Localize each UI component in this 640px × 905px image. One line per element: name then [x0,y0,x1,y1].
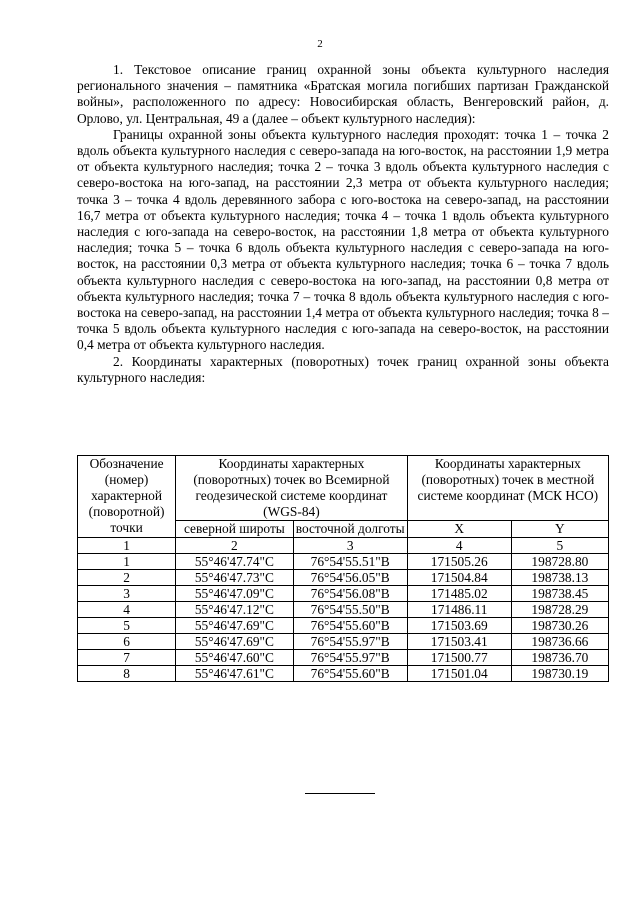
header-north-latitude: северной широты [176,521,294,538]
column-number: 3 [293,538,407,554]
cell-y: 198728.29 [511,602,608,618]
cell-point: 1 [78,554,176,570]
header-y: Y [511,521,608,538]
cell-longitude: 76°54'55.50"В [293,602,407,618]
cell-y: 198736.70 [511,650,608,666]
cell-y: 198730.26 [511,618,608,634]
column-number: 2 [176,538,294,554]
document-body [77,62,609,386]
cell-x: 171500.77 [407,650,511,666]
table-row [78,586,609,602]
cell-longitude: 76°54'55.51"В [293,554,407,570]
cell-y: 198738.45 [511,586,608,602]
table-row [78,570,609,586]
cell-latitude: 55°46'47.69"С [176,634,294,650]
coordinates-table [77,455,609,682]
cell-point: 2 [78,570,176,586]
header-x: X [407,521,511,538]
cell-longitude: 76°54'55.97"В [293,650,407,666]
header-point-designation: Обозначение (номер) характерной (поворотной) точки [78,456,176,538]
table-row [78,666,609,682]
cell-latitude: 55°46'47.12"С [176,602,294,618]
cell-point: 7 [78,650,176,666]
column-number-row [78,538,609,554]
header-wgs-group: Координаты характерных (поворотных) точек во Всемирной геодезической системе координат (WGS-84) [176,456,408,521]
cell-longitude: 76°54'55.60"В [293,618,407,634]
cell-latitude: 55°46'47.74"С [176,554,294,570]
cell-y: 198728.80 [511,554,608,570]
cell-x: 171486.11 [407,602,511,618]
cell-y: 198736.66 [511,634,608,650]
column-number: 4 [407,538,511,554]
table-row [78,618,609,634]
table-row [78,634,609,650]
table-header-row [78,456,609,521]
cell-latitude: 55°46'47.69"С [176,618,294,634]
cell-y: 198730.19 [511,666,608,682]
cell-latitude: 55°46'47.73"С [176,570,294,586]
cell-x: 171504.84 [407,570,511,586]
cell-latitude: 55°46'47.60"С [176,650,294,666]
cell-longitude: 76°54'56.05"В [293,570,407,586]
cell-point: 6 [78,634,176,650]
cell-longitude: 76°54'55.60"В [293,666,407,682]
boundaries-paragraph: Границы охранной зоны объекта культурного наследия проходят: точка 1 – точка 2 вдоль объекта культурного наследия с северо-запада на юго-восток, на расстоянии 1,9 метра от объекта культурного наследия; точка 2 – точка 3 вдоль объекта культурного наследия с северо-востока на юго-запад, на расстоянии 2,3 метра от объекта культурного наследия; точка 3 – точка 4 вдоль деревянного забора с юго-востока на северо-запад, на расстоянии 16,7 метра от объекта культурного наследия; точка 4 – точка 1 вдоль объекта культурного наследия с юго-запада на северо-восток, на расстоянии 1,8 метра от объекта культурного наследия; точка 5 – точка 6 вдоль объекта культурного наследия с северо-запада на юго-восток, на расстоянии 0,3 метра от объекта культурного наследия; точка 6 – точка 7 вдоль объекта культурного наследия с северо-востока на юго-запад, на расстоянии 0,8 метра от объекта культурного наследия; точка 7 – точка 8 вдоль объекта культурного наследия с юго-востока на северо-запад, на расстоянии 1,4 метра от объекта культурного наследия; точка 8 – точка 5 вдоль объекта культурного наследия с юго-запада на северо-восток, на расстоянии 0,4 метра от объекта культурного наследия. [77,126,609,353]
footer-divider [305,793,375,794]
header-msk-group: Координаты характерных (поворотных) точек в местной системе координат (МСК НСО) [407,456,608,521]
cell-x: 171485.02 [407,586,511,602]
page-number: 2 [317,38,323,50]
cell-y: 198738.13 [511,570,608,586]
cell-latitude: 55°46'47.09"С [176,586,294,602]
table-row [78,602,609,618]
cell-longitude: 76°54'55.97"В [293,634,407,650]
cell-point: 8 [78,666,176,682]
column-number: 1 [78,538,176,554]
coordinates-heading: 2. Координаты характерных (поворотных) точек границ охранной зоны объекта культурного наследия: [77,353,609,385]
cell-point: 4 [78,602,176,618]
header-east-longitude: восточной долготы [293,521,407,538]
table-row [78,650,609,666]
cell-point: 3 [78,586,176,602]
cell-x: 171503.41 [407,634,511,650]
table-row [78,554,609,570]
cell-x: 171503.69 [407,618,511,634]
cell-latitude: 55°46'47.61"С [176,666,294,682]
cell-longitude: 76°54'56.08"В [293,586,407,602]
intro-paragraph: 1. Текстовое описание границ охранной зоны объекта культурного наследия регионального значения – памятника «Братская могила погибших партизан Гражданской войны», расположенного по адресу: Новосибирская область, Венгеровский район, д. Орлово, ул. Центральная, 49 а (далее – объект культурного наследия): [77,62,609,126]
cell-x: 171501.04 [407,666,511,682]
cell-x: 171505.26 [407,554,511,570]
cell-point: 5 [78,618,176,634]
column-number: 5 [511,538,608,554]
